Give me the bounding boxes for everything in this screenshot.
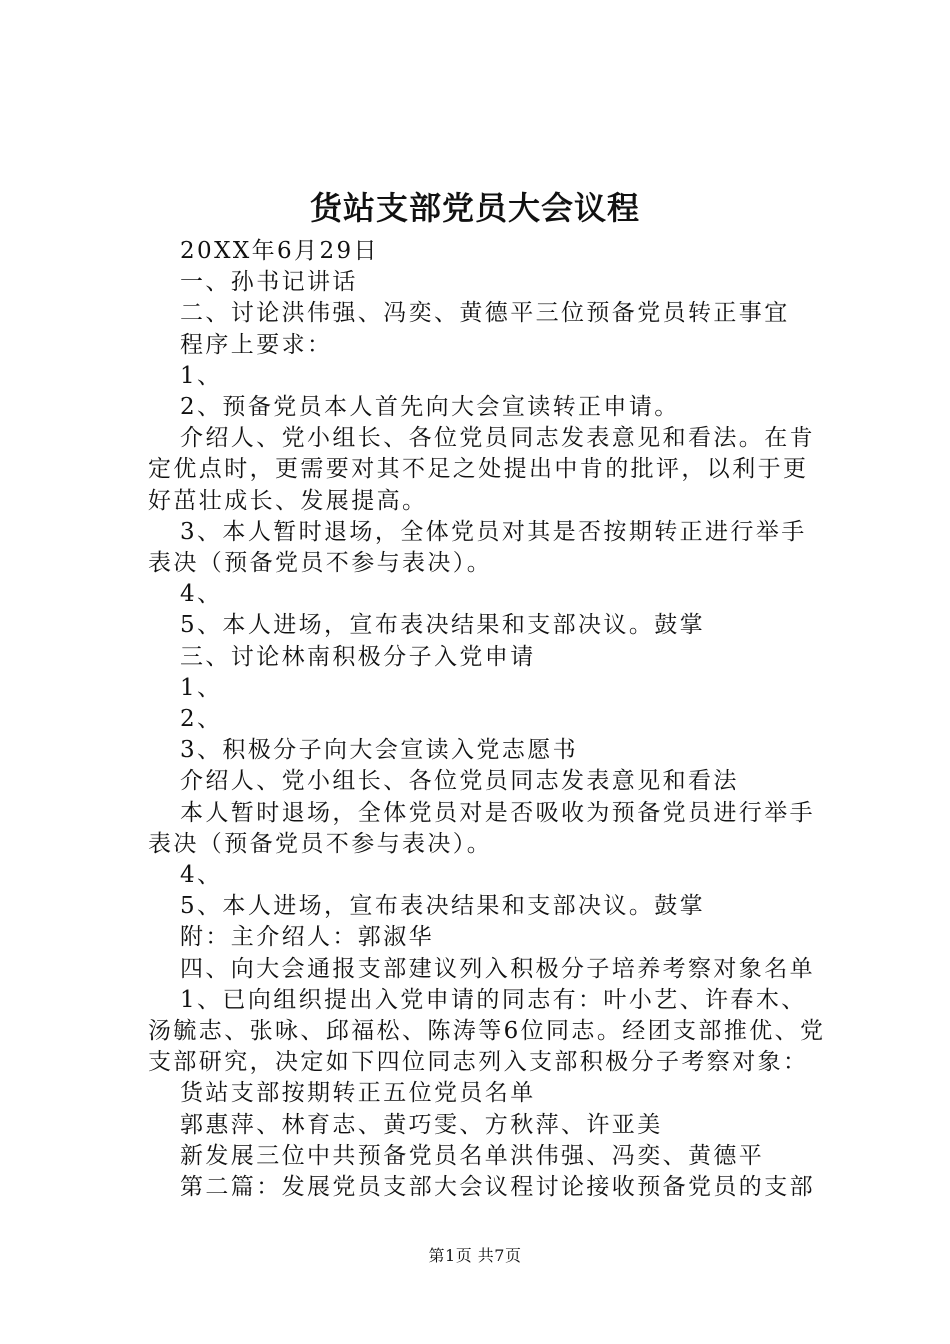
paragraph-body: 本人暂时退场，全体党员对是否吸收为预备党员进行举手表决（预备党员不参与表决）。 [148, 799, 815, 857]
paragraph-list-heading: 货站支部按期转正五位党员名单 [180, 1080, 536, 1107]
paragraph-step: 5、本人进场，宣布表决结果和支部决议。鼓掌 [180, 612, 706, 639]
paragraph-name-list: 郭惠萍、林育志、黄巧雯、方秋萍、许亚美 [180, 1111, 663, 1138]
paragraph-step: 2、 [180, 706, 223, 733]
paragraph-step: 1、 [180, 674, 223, 701]
paragraph-step: 2、预备党员本人首先向大会宣读转正申请。 [180, 394, 680, 421]
paragraph-step: 4、 [180, 581, 223, 608]
paragraph-section-2: 二、讨论洪伟强、冯奕、黄德平三位预备党员转正事宜 [180, 300, 790, 327]
paragraph-body: 介绍人、党小组长、各位党员同志发表意见和看法 [180, 768, 739, 795]
paragraph-step: 3、本人暂时退场，全体党员对其是否按期转正进行举手表决（预备党员不参与表决）。 [148, 518, 807, 577]
page-number-footer: 第1页 共7页 [428, 1246, 522, 1265]
paragraph-body: 介绍人、党小组长、各位党员同志发表意见和看法。在肯定优点时，更需要对其不足之处提出中肯的批评，以利于更好茁壮成长、发展提高。 [148, 425, 815, 514]
document-body [148, 236, 832, 1203]
paragraph-name-list: 新发展三位中共预备党员名单洪伟强、冯奕、黄德平 [180, 1142, 765, 1169]
paragraph-body: 1、已向组织提出入党申请的同志有：叶小艺、许春木、汤毓志、张咏、邱福松、陈涛等6位同志。经团支部推优、党支部研究，决定如下四位同志列入支部积极分子考察对象： [148, 986, 826, 1076]
paragraph-section-4: 四、向大会通报支部建议列入积极分子培养考察对象名单 [180, 955, 815, 982]
paragraph-step: 5、本人进场，宣布表决结果和支部决议。鼓掌 [180, 893, 706, 920]
paragraph-step: 4、 [180, 862, 223, 889]
paragraph-appendix: 附：主介绍人：郭淑华 [180, 924, 434, 951]
paragraph-next-chapter: 第二篇：发展党员支部大会议程讨论接收预备党员的支部 [180, 1174, 815, 1201]
paragraph-procedure-heading: 程序上要求： [180, 331, 333, 358]
paragraph-section-1: 一、孙书记讲话 [180, 269, 358, 296]
paragraph-section-3: 三、讨论林南积极分子入党申请 [180, 643, 536, 670]
paragraph-date: 20XX年6月29日 [180, 238, 379, 264]
paragraph-step: 3、积极分子向大会宣读入党志愿书 [180, 737, 579, 764]
document-title: 货站支部党员大会议程 [309, 189, 640, 227]
paragraph-step: 1、 [180, 362, 223, 389]
